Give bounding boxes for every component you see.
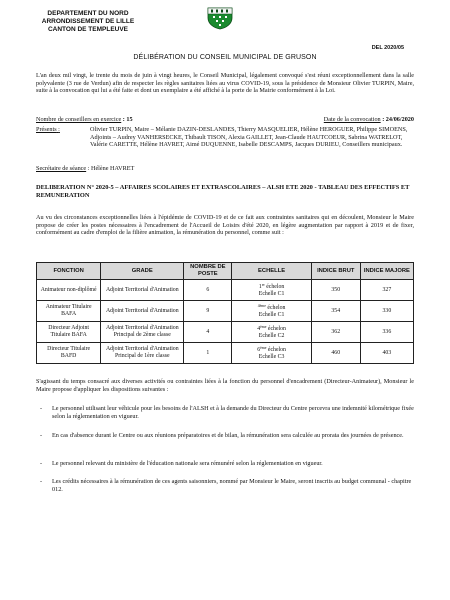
presents-list: Olivier TURPIN, Maire – Mélanie DAZIN-DESLANDES, Thierry MASQUELIER, Hélène HEROGUER, Philippe SIMOENS, Adjoints – Audrey VANHERSECKE, Thibault TISON, Alexia GAILLET, Jean-Claude HAUTCOEUR, Sabrina WATRELOT, Valérie CARETTE, Hélène HAVRET, Aimé DUQUENNE, Isabelle DESCAMPS, Jacques DURIEU, Conseillers municipaux. [90, 126, 408, 149]
cell-fonction: Animateur Titulaire BAFA [37, 301, 101, 322]
cell-indice-brut: 460 [311, 343, 360, 364]
table-row [37, 343, 414, 364]
cell-indice-brut: 362 [311, 322, 360, 343]
deliberation-reference: DEL 2020/05 [371, 45, 404, 51]
cell-echelle [232, 343, 311, 364]
header-indice-brut: INDICE BRUT [311, 263, 360, 280]
bullet-marker: - [40, 478, 43, 485]
bullet-text: Le personnel relevant du ministère de l'éducation nationale sera rémunéré selon la réglementation en vigueur. [52, 460, 323, 467]
cell-fonction: Directeur Adjoint Titulaire BAFA [37, 322, 101, 343]
list-item [40, 432, 414, 440]
echelle-label: Echelle C3 [258, 354, 285, 360]
canton-line: CANTON DE TEMPLEUVE [47, 26, 129, 33]
bullet-marker: - [40, 460, 43, 467]
coat-of-arms-icon [206, 6, 234, 30]
echelon-word: échelon [266, 284, 285, 291]
department-header [28, 10, 148, 34]
body-paragraph-1: Au vu des circonstances exceptionnelles liées à l'épidémie de COVID-19 et de ce fait aux contraintes sanitaires qui en découlent, Monsieur le Maire propose de créer les postes nécessaires à l'encadrement de l'Accueil de Loisirs d'été 2020, en légère augmentation par rapport à 2019 et de fixer, conformément au cadre d'emploi de la filière animation, la rémunération du personnel, comme suit : [36, 214, 414, 237]
deliberation-title: DELIBERATION N° 2020-5 – AFFAIRES SCOLAIRES ET EXTRASCOLAIRES – ALSH ETE 2020 - TABLEAU DES EFFECTIFS ET REMUNERATION [36, 184, 410, 199]
presents-label [36, 126, 60, 133]
counts-row [36, 116, 414, 123]
staff-table [36, 262, 414, 364]
header-echelle: ECHELLE [232, 263, 311, 280]
cell-indice-majore: 403 [360, 343, 413, 364]
list-item [40, 405, 414, 420]
secretaire-label: Secrétaire de séance [36, 165, 87, 172]
list-item [40, 460, 414, 468]
cell-grade: Adjoint Territorial d'Animation Principal de 2ème classe [101, 322, 184, 343]
cell-echelle [232, 280, 311, 301]
header-nombre: NOMBRE DE POSTE [184, 263, 232, 280]
table-header-row [37, 263, 414, 280]
document-title: DÉLIBÉRATION DU CONSEIL MUNICIPAL DE GRUSON [133, 54, 317, 61]
body-paragraph-2: S'agissant du temps consacré aux diverses activités ou contraintes liées à la fonction du personnel d'encadrement (Directeur-Animateur), Monsieur le Maire propose d'appliquer les dispositions suivantes : [36, 378, 414, 393]
cell-indice-majore: 327 [360, 280, 413, 301]
cell-nombre: 4 [184, 322, 232, 343]
bullet-marker: - [40, 405, 43, 412]
echelon-suffix: ème [260, 346, 267, 351]
date-convocation [324, 116, 414, 123]
arrondissement-line: ARRONDISSEMENT DE LILLE [41, 18, 135, 25]
presents-label-text: Présents [36, 126, 57, 133]
secretaire-row [36, 165, 134, 172]
secretaire-value: : Hélène HAVRET [87, 165, 135, 172]
header-indice-majore: INDICE MAJORE [360, 263, 413, 280]
cell-nombre: 6 [184, 280, 232, 301]
cell-nombre: 9 [184, 301, 232, 322]
nb-conseillers [36, 116, 133, 123]
bullet-text: Les crédits nécessaires à la rémunération de ces agents saisonniers, nommé par Monsieur le Maire, seront inscrits au budget communal - chapitre 012. [52, 478, 412, 493]
echelon-number: 6 [257, 347, 261, 354]
echelon-word: échelon [267, 347, 286, 354]
echelle-label: Echelle C1 [258, 291, 285, 297]
cell-indice-majore: 336 [360, 322, 413, 343]
table-row [37, 301, 414, 322]
cell-indice-brut: 350 [311, 280, 360, 301]
cell-fonction: Animateur non-diplômé [37, 280, 101, 301]
cell-indice-brut: 354 [311, 301, 360, 322]
echelon-word: échelon [267, 326, 286, 333]
echelon-number: 1 [258, 284, 262, 291]
bullet-marker: - [40, 432, 43, 439]
cell-grade: Adjoint Territorial d'Animation Principal de 1ère classe [101, 343, 184, 364]
header-fonction: FONCTION [37, 263, 101, 280]
cell-nombre: 1 [184, 343, 232, 364]
echelle-label: Echelle C1 [258, 312, 285, 318]
cell-fonction: Directeur Titulaire BAFD [37, 343, 101, 364]
echelon-word: échelon [267, 305, 286, 312]
intro-paragraph: L'an deux mil vingt, le trente du mois de juin à vingt heures, le Conseil Municipal, légalement convoqué s'est réuni exceptionnellement dans la salle polyvalente (3 rue de Verdun) afin de respecter les règles sanitaires liées au virus COVID-19, sous la présidence de Monsieur Olivier TURPIN, Maire, suite à la convocation qui lui a été faite et dont un exemplaire a été affiché à la porte de la Mairie conformément à la Loi. [36, 72, 414, 95]
echelon-suffix: ème [260, 325, 267, 330]
cell-grade: Adjoint Territorial d'Animation [101, 301, 184, 322]
cell-grade: Adjoint Territorial d'Animation [101, 280, 184, 301]
echelle-label: Echelle C2 [258, 333, 285, 339]
table-row [37, 280, 414, 301]
cell-echelle [232, 301, 311, 322]
bullet-text: Le personnel utilisant leur véhicule pour les besoins de l'ALSH et à la demande du Directeur du Centre percevra une indemnité kilométrique fixée selon la réglementation en vigueur. [52, 405, 414, 420]
list-item [40, 478, 414, 493]
table-row [37, 322, 414, 343]
cell-echelle [232, 322, 311, 343]
presents-colon: : [58, 126, 60, 133]
bullet-text: En cas d'absence durant le Centre ou aux réunions préparatoires et de bilan, la rémunération sera calculée au prorata des journées de présence. [52, 432, 404, 439]
nb-conseillers-label: Nombre de conseillers en exercice [36, 116, 122, 123]
cell-indice-majore: 330 [360, 301, 413, 322]
date-convocation-value: : 24/06/2020 [382, 116, 414, 123]
header-grade: GRADE [101, 263, 184, 280]
date-convocation-label: Date de la convocation [323, 116, 381, 123]
nb-conseillers-value: : 15 [122, 116, 133, 123]
echelon-suffix: er [261, 283, 265, 288]
department-line: DEPARTEMENT DU NORD [47, 10, 129, 17]
echelon-suffix: 4ème [257, 304, 266, 309]
echelon-number: 4 [257, 326, 261, 333]
